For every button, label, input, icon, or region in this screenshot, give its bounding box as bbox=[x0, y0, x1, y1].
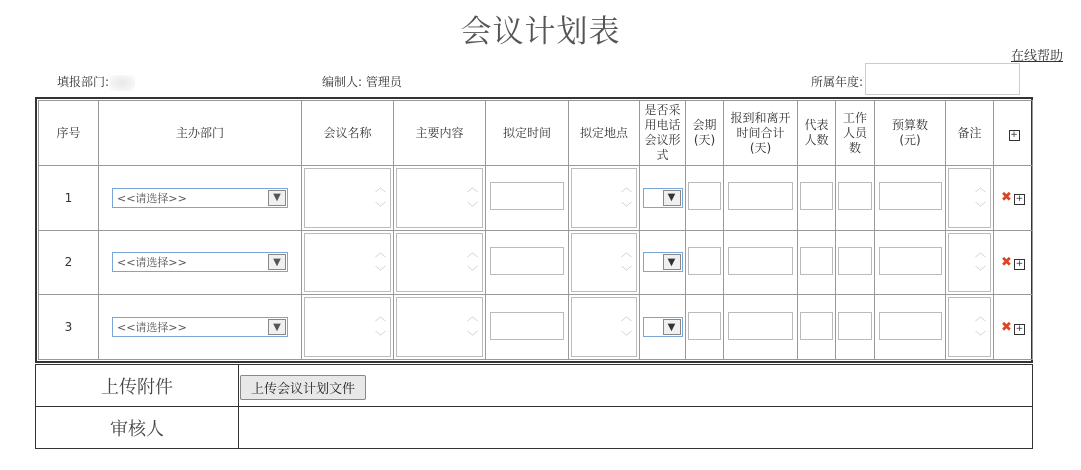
place-textarea[interactable] bbox=[571, 233, 637, 293]
total-input[interactable] bbox=[728, 247, 794, 275]
content-cell bbox=[394, 230, 486, 295]
note-cell bbox=[946, 295, 994, 360]
reps-cell bbox=[798, 295, 836, 360]
reps-cell bbox=[798, 166, 836, 231]
dept-cell bbox=[99, 295, 302, 360]
reps-input[interactable] bbox=[800, 312, 833, 340]
header-time: 拟定时间 bbox=[486, 101, 569, 166]
header-name: 会议名称 bbox=[302, 101, 394, 166]
add-row-icon[interactable]: + bbox=[1015, 258, 1024, 269]
scroll-up-icon[interactable]: ︿ bbox=[375, 310, 386, 324]
days-input[interactable] bbox=[688, 182, 721, 210]
content-textarea[interactable] bbox=[396, 233, 483, 293]
days-cell bbox=[686, 230, 724, 295]
scroll-up-icon[interactable]: ︿ bbox=[467, 245, 478, 259]
staff-input[interactable] bbox=[838, 247, 872, 275]
dept-select-text: <<请选择>> bbox=[117, 256, 187, 270]
reps-cell bbox=[798, 230, 836, 295]
header-add[interactable] bbox=[994, 101, 1033, 166]
header-place: 拟定地点 bbox=[569, 101, 640, 166]
header-phone: 是否采用电话会议形式 bbox=[640, 101, 686, 166]
phone-select[interactable] bbox=[643, 252, 683, 272]
table-row bbox=[39, 166, 1033, 231]
upload-row bbox=[36, 365, 1033, 407]
header-reps: 代表人数 bbox=[798, 101, 836, 166]
editor-meta bbox=[322, 73, 402, 90]
header-staff: 工作人员数 bbox=[836, 101, 875, 166]
action-cell bbox=[994, 295, 1033, 360]
total-cell bbox=[724, 295, 798, 360]
row-seq: 1 bbox=[39, 166, 99, 231]
dept-meta bbox=[57, 73, 135, 91]
scroll-up-icon[interactable]: ︿ bbox=[975, 245, 986, 259]
plan-table bbox=[35, 97, 1033, 363]
chevron-down-icon[interactable]: ▼ bbox=[268, 190, 286, 206]
scroll-down-icon[interactable]: ﹀ bbox=[975, 200, 986, 214]
add-row-icon[interactable]: + bbox=[1015, 323, 1024, 334]
scroll-down-icon[interactable]: ﹀ bbox=[375, 200, 386, 214]
reviewer-row bbox=[36, 407, 1033, 449]
scroll-up-icon[interactable]: ︿ bbox=[467, 181, 478, 194]
content-textarea[interactable] bbox=[396, 297, 483, 357]
dept-select-text: <<请选择>> bbox=[117, 321, 187, 335]
staff-cell bbox=[836, 166, 875, 231]
scroll-down-icon[interactable]: ﹀ bbox=[621, 330, 632, 343]
header-note: 备注 bbox=[946, 101, 994, 166]
scroll-down-icon[interactable]: ﹀ bbox=[375, 265, 386, 279]
staff-cell bbox=[836, 295, 875, 360]
dept-select[interactable] bbox=[112, 252, 288, 272]
name-textarea[interactable] bbox=[304, 233, 391, 293]
editor-label: 编制人: bbox=[322, 75, 363, 89]
days-input[interactable] bbox=[688, 247, 721, 275]
staff-input[interactable] bbox=[838, 312, 872, 340]
table-row bbox=[39, 295, 1033, 360]
chevron-down-icon[interactable]: ▼ bbox=[663, 254, 681, 270]
upload-label: 上传附件 bbox=[36, 365, 239, 407]
reps-input[interactable] bbox=[800, 182, 833, 210]
add-row-icon[interactable]: + bbox=[1010, 129, 1018, 140]
content-textarea[interactable] bbox=[396, 168, 483, 228]
place-textarea[interactable] bbox=[571, 297, 637, 357]
budget-cell bbox=[875, 295, 946, 360]
header-total: 报到和离开时间合计(天) bbox=[724, 101, 798, 166]
dept-cell bbox=[99, 230, 302, 295]
dept-cell bbox=[99, 166, 302, 231]
phone-cell bbox=[640, 230, 686, 295]
header-dept: 主办部门 bbox=[99, 101, 302, 166]
dept-label: 填报部门: bbox=[57, 75, 110, 89]
name-textarea[interactable] bbox=[304, 168, 391, 228]
row-seq: 2 bbox=[39, 230, 99, 295]
staff-cell bbox=[836, 230, 875, 295]
scroll-down-icon[interactable]: ﹀ bbox=[467, 200, 478, 214]
budget-input[interactable] bbox=[879, 312, 942, 340]
note-textarea[interactable] bbox=[948, 168, 991, 228]
content-cell bbox=[394, 295, 486, 360]
scroll-down-icon[interactable]: ﹀ bbox=[375, 330, 386, 343]
header-row bbox=[39, 101, 1033, 166]
budget-cell bbox=[875, 230, 946, 295]
dept-select-text: <<请选择>> bbox=[117, 191, 187, 205]
name-textarea[interactable] bbox=[304, 297, 391, 357]
year-label: 所属年度: bbox=[811, 75, 864, 89]
row-seq: 3 bbox=[39, 295, 99, 360]
header-content: 主要内容 bbox=[394, 101, 486, 166]
scroll-up-icon[interactable]: ︿ bbox=[375, 181, 386, 194]
place-cell bbox=[569, 166, 640, 231]
scroll-down-icon[interactable]: ﹀ bbox=[467, 265, 478, 279]
action-cell bbox=[994, 166, 1033, 231]
place-textarea[interactable] bbox=[571, 168, 637, 228]
scroll-up-icon[interactable]: ︿ bbox=[975, 181, 986, 194]
scroll-up-icon[interactable]: ︿ bbox=[621, 245, 632, 259]
dept-select[interactable] bbox=[112, 188, 288, 208]
delete-row-icon[interactable]: ✖ bbox=[1001, 254, 1012, 270]
days-input[interactable] bbox=[688, 312, 721, 340]
scroll-down-icon[interactable]: ﹀ bbox=[975, 330, 986, 343]
budget-input[interactable] bbox=[879, 182, 942, 210]
scroll-down-icon[interactable]: ﹀ bbox=[621, 265, 632, 279]
scroll-up-icon[interactable]: ︿ bbox=[375, 245, 386, 259]
time-input[interactable] bbox=[490, 182, 564, 210]
header-days: 会期(天) bbox=[686, 101, 724, 166]
total-input[interactable] bbox=[728, 312, 794, 340]
time-input[interactable] bbox=[490, 247, 564, 275]
bottom-section bbox=[35, 364, 1033, 449]
page-title: 会议计划表 bbox=[460, 14, 621, 50]
editor-value: 管理员 bbox=[365, 75, 402, 89]
add-row-icon[interactable]: + bbox=[1015, 194, 1024, 205]
total-cell bbox=[724, 166, 798, 231]
chevron-down-icon[interactable]: ▼ bbox=[268, 319, 286, 335]
note-cell bbox=[946, 166, 994, 231]
content-cell bbox=[394, 166, 486, 231]
chevron-down-icon[interactable]: ▼ bbox=[663, 190, 681, 206]
scroll-up-icon[interactable]: ︿ bbox=[975, 310, 986, 324]
total-cell bbox=[724, 230, 798, 295]
scroll-down-icon[interactable]: ﹀ bbox=[975, 265, 986, 279]
scroll-up-icon[interactable]: ︿ bbox=[467, 310, 478, 324]
place-cell bbox=[569, 295, 640, 360]
dept-select[interactable] bbox=[112, 317, 288, 337]
dept-value-blurred bbox=[109, 75, 135, 91]
upload-file-button[interactable]: 上传会议计划文件 bbox=[240, 375, 366, 400]
name-cell bbox=[302, 295, 394, 360]
scroll-down-icon[interactable]: ﹀ bbox=[621, 200, 632, 214]
scroll-up-icon[interactable]: ︿ bbox=[621, 181, 632, 194]
budget-input[interactable] bbox=[879, 247, 942, 275]
budget-cell bbox=[875, 166, 946, 231]
time-cell bbox=[486, 230, 569, 295]
time-cell bbox=[486, 295, 569, 360]
time-cell bbox=[486, 166, 569, 231]
name-cell bbox=[302, 166, 394, 231]
action-cell bbox=[994, 230, 1033, 295]
delete-row-icon[interactable]: ✖ bbox=[1001, 319, 1012, 335]
scroll-down-icon[interactable]: ﹀ bbox=[467, 330, 478, 343]
name-cell bbox=[302, 230, 394, 295]
total-input[interactable] bbox=[728, 182, 794, 210]
note-cell bbox=[946, 230, 994, 295]
note-textarea[interactable] bbox=[948, 233, 991, 293]
days-cell bbox=[686, 166, 724, 231]
reviewer-label: 审核人 bbox=[36, 407, 239, 449]
place-cell bbox=[569, 230, 640, 295]
phone-select[interactable] bbox=[643, 188, 683, 208]
reps-input[interactable] bbox=[800, 247, 833, 275]
year-input[interactable] bbox=[865, 63, 1020, 95]
help-link[interactable]: 在线帮助 bbox=[1010, 49, 1063, 64]
phone-select[interactable] bbox=[643, 317, 683, 337]
staff-input[interactable] bbox=[838, 182, 872, 210]
header-seq: 序号 bbox=[39, 101, 99, 166]
table-row bbox=[39, 230, 1033, 295]
upload-cell bbox=[239, 365, 1033, 407]
delete-row-icon[interactable]: ✖ bbox=[1001, 190, 1012, 206]
chevron-down-icon[interactable]: ▼ bbox=[268, 254, 286, 270]
header-budget: 预算数(元) bbox=[875, 101, 946, 166]
time-input[interactable] bbox=[490, 312, 564, 340]
chevron-down-icon[interactable]: ▼ bbox=[663, 319, 681, 335]
note-textarea[interactable] bbox=[948, 297, 991, 357]
phone-cell bbox=[640, 295, 686, 360]
scroll-up-icon[interactable]: ︿ bbox=[621, 310, 632, 324]
reviewer-value[interactable] bbox=[239, 407, 1033, 449]
days-cell bbox=[686, 295, 724, 360]
phone-cell bbox=[640, 166, 686, 231]
